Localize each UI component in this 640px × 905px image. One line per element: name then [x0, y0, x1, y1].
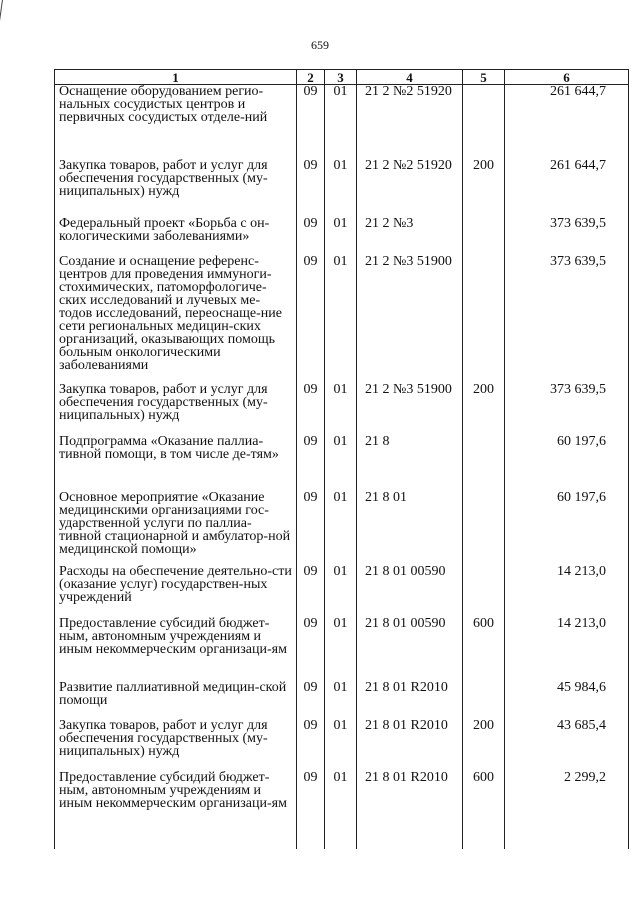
- table-row: [55, 565, 629, 617]
- row-target-article-cell: 21 8 01: [357, 491, 463, 565]
- row-subsection-cell: 01: [325, 435, 357, 491]
- table-row: [55, 435, 629, 491]
- row-name-cell: Основное мероприятие «Оказание медицинскими организациями гос-ударственной услуги по паллиа-тивной стационарной и амбулатор-ной медицинской помощи»: [55, 491, 297, 565]
- row-section-cell: 09: [297, 383, 325, 435]
- table-header-row: [55, 70, 629, 85]
- row-expense-type-cell: 600: [463, 617, 505, 681]
- table-row: [55, 85, 629, 159]
- row-name-cell: Предоставление субсидий бюджет-ным, автономным учреждениям и иным некоммерческим организаци-ям: [55, 617, 297, 681]
- row-name-cell: Предоставление субсидий бюджет-ным, автономным учреждениям и иным некоммерческим организаци-ям: [55, 771, 297, 849]
- row-amount-cell: 45 984,6: [505, 681, 629, 719]
- table-body: [55, 85, 629, 849]
- row-subsection-cell: 01: [325, 85, 357, 159]
- row-subsection-cell: 01: [325, 491, 357, 565]
- column-header-subsection: 3: [325, 70, 357, 85]
- column-header-expense-type: 5: [463, 70, 505, 85]
- row-target-article-cell: 21 2 №3: [357, 217, 463, 255]
- table-row: [55, 217, 629, 255]
- table-row: [55, 159, 629, 217]
- row-target-article-cell: 21 8 01 00590: [357, 565, 463, 617]
- row-name-cell: Расходы на обеспечение деятельно-сти (оказание услуг) государствен-ных учреждений: [55, 565, 297, 617]
- row-amount-cell: 261 644,7: [505, 159, 629, 217]
- column-header-target-article: 4: [357, 70, 463, 85]
- row-name-cell: Закупка товаров, работ и услуг для обеспечения государственных (му-ниципальных) нужд: [55, 159, 297, 217]
- column-header-name: 1: [55, 70, 297, 85]
- table-row: [55, 719, 629, 771]
- row-amount-cell: 373 639,5: [505, 383, 629, 435]
- row-expense-type-cell: [463, 217, 505, 255]
- row-section-cell: 09: [297, 435, 325, 491]
- row-target-article-cell: 21 2 №2 51920: [357, 85, 463, 159]
- row-name-cell: Подпрограмма «Оказание паллиа-тивной помощи, в том числе де-тям»: [55, 435, 297, 491]
- row-expense-type-cell: 600: [463, 771, 505, 849]
- row-subsection-cell: 01: [325, 565, 357, 617]
- row-section-cell: 09: [297, 617, 325, 681]
- row-amount-cell: 43 685,4: [505, 719, 629, 771]
- row-section-cell: 09: [297, 159, 325, 217]
- row-expense-type-cell: 200: [463, 383, 505, 435]
- row-subsection-cell: 01: [325, 159, 357, 217]
- page-number: 659: [311, 38, 329, 52]
- row-expense-type-cell: 200: [463, 719, 505, 771]
- row-section-cell: 09: [297, 565, 325, 617]
- table-row: [55, 383, 629, 435]
- row-name-cell: Развитие паллиативной медицин-ской помощи: [55, 681, 297, 719]
- row-expense-type-cell: [463, 681, 505, 719]
- column-header-amount: 6: [505, 70, 629, 85]
- row-target-article-cell: 21 8 01 R2010: [357, 719, 463, 771]
- row-target-article-cell: 21 2 №2 51920: [357, 159, 463, 217]
- row-amount-cell: 373 639,5: [505, 255, 629, 383]
- row-name-cell: Оснащение оборудованием регио-нальных сосудистых центров и первичных сосудистых отделе-ний: [55, 85, 297, 159]
- row-subsection-cell: 01: [325, 383, 357, 435]
- row-subsection-cell: 01: [325, 681, 357, 719]
- row-expense-type-cell: [463, 565, 505, 617]
- row-expense-type-cell: [463, 85, 505, 159]
- budget-table: [54, 69, 629, 849]
- row-target-article-cell: 21 2 №3 51900: [357, 383, 463, 435]
- row-target-article-cell: 21 8 01 R2010: [357, 771, 463, 849]
- row-name-cell: Федеральный проект «Борьба с он-кологическими заболеваниями»: [55, 217, 297, 255]
- row-target-article-cell: 21 8 01 R2010: [357, 681, 463, 719]
- row-amount-cell: 60 197,6: [505, 435, 629, 491]
- row-subsection-cell: 01: [325, 255, 357, 383]
- row-subsection-cell: 01: [325, 217, 357, 255]
- row-name-cell: Закупка товаров, работ и услуг для обеспечения государственных (му-ниципальных) нужд: [55, 719, 297, 771]
- row-target-article-cell: 21 8 01 00590: [357, 617, 463, 681]
- table-row: [55, 681, 629, 719]
- scan-edge-mark: [0, 0, 6, 28]
- row-section-cell: 09: [297, 681, 325, 719]
- row-section-cell: 09: [297, 217, 325, 255]
- column-header-section: 2: [297, 70, 325, 85]
- table-row: [55, 771, 629, 849]
- row-amount-cell: 14 213,0: [505, 565, 629, 617]
- row-expense-type-cell: [463, 435, 505, 491]
- row-subsection-cell: 01: [325, 771, 357, 849]
- table-row: [55, 491, 629, 565]
- row-amount-cell: 14 213,0: [505, 617, 629, 681]
- row-expense-type-cell: [463, 491, 505, 565]
- row-amount-cell: 60 197,6: [505, 491, 629, 565]
- row-section-cell: 09: [297, 255, 325, 383]
- row-target-article-cell: 21 2 №3 51900: [357, 255, 463, 383]
- row-amount-cell: 2 299,2: [505, 771, 629, 849]
- row-section-cell: 09: [297, 719, 325, 771]
- row-subsection-cell: 01: [325, 719, 357, 771]
- row-expense-type-cell: 200: [463, 159, 505, 217]
- row-subsection-cell: 01: [325, 617, 357, 681]
- row-section-cell: 09: [297, 491, 325, 565]
- row-amount-cell: 261 644,7: [505, 85, 629, 159]
- row-name-cell: Закупка товаров, работ и услуг для обеспечения государственных (му-ниципальных) нужд: [55, 383, 297, 435]
- row-name-cell: Создание и оснащение референс-центров для проведения иммуноги-стохимических, патоморфологиче-ских исследований и лучевых ме-тодов исследований, переоснаще-ние сети региональных медицин-ских организаций, оказывающих помощь больным онкологическими заболеваниями: [55, 255, 297, 383]
- table-row: [55, 255, 629, 383]
- row-section-cell: 09: [297, 771, 325, 849]
- row-target-article-cell: 21 8: [357, 435, 463, 491]
- row-amount-cell: 373 639,5: [505, 217, 629, 255]
- table-row: [55, 617, 629, 681]
- row-expense-type-cell: [463, 255, 505, 383]
- row-section-cell: 09: [297, 85, 325, 159]
